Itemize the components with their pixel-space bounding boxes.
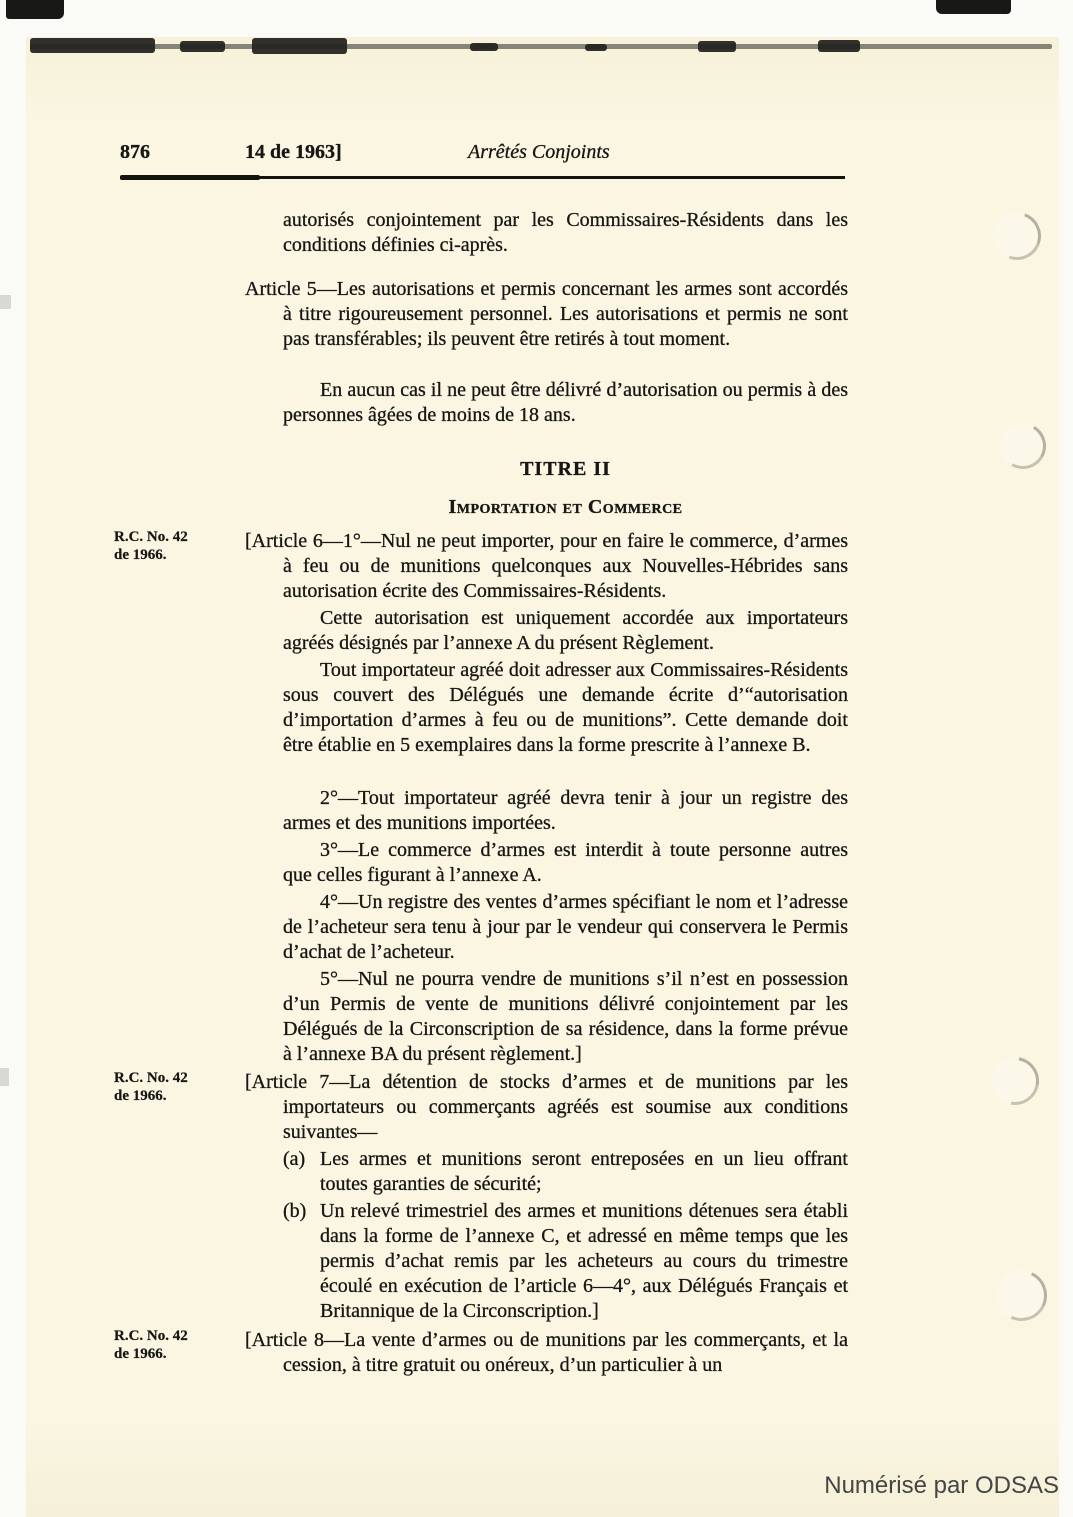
paragraph-article6-1: [Article 6—1°—Nul ne peut importer, pour en faire le commerce, d’armes à feu ou de munitions quelconques aux Nouvelles-Hébrides sans autorisation écrite des Commissaires-Résidents.: [245, 530, 848, 602]
scan-artifact-blob: [30, 38, 155, 53]
scan-artifact-edge: [0, 1068, 9, 1086]
paragraph-article5: Article 5—Les autorisations et permis concernant les armes sont accordés à titre rigoureusement personnel. Les autorisations et permis ne sont pas transférables; ils peuvent être retirés à tout moment.: [245, 278, 848, 350]
scan-artifact-blob: [818, 40, 860, 52]
list-item-b-label: (b): [283, 1200, 307, 1222]
paragraph-article6-3: Tout importateur agréé doit adresser aux Commissaires-Résidents sous couvert des Délégués une demande écrite d’“autorisation d’importation d’armes à feu ou de munitions”. Cette demande doit être établie en 5 exemplaires dans la forme prescrite à l’annexe B.: [283, 659, 848, 756]
list-item-a: [283, 1147, 848, 1197]
scan-artifact-corner-right: [936, 0, 1011, 14]
header-rule-thick-segment: [120, 175, 260, 180]
margin-note-line: de 1966.: [114, 546, 167, 563]
scan-artifact-edge: [0, 295, 11, 309]
paragraph-article7: [Article 7—La détention de stocks d’armes et de munitions par les importateurs ou commerçants agréés est soumise aux conditions suivantes—: [245, 1071, 848, 1143]
margin-note-line: de 1966.: [114, 1345, 167, 1362]
paragraph-article6-4: 2°—Tout importateur agréé devra tenir à jour un registre des armes et des munitions importées.: [283, 787, 848, 834]
paragraph-article6-2: Cette autorisation est uniquement accordée aux importateurs agréés désignés par l’annexe A du présent Règlement.: [283, 607, 848, 654]
margin-note-line: R.C. No. 42: [114, 1328, 188, 1344]
scan-artifact-blob: [470, 43, 498, 51]
scan-artifact-corner-left: [6, 0, 64, 19]
margin-note-line: R.C. No. 42: [114, 1070, 188, 1086]
list-item-a-label: (a): [283, 1148, 306, 1170]
running-title: Arrêtés Conjoints: [468, 141, 610, 163]
scan-artifact-blob: [180, 41, 225, 52]
margin-note-line: de 1966.: [114, 1087, 167, 1104]
margin-note-rc42-article6: [114, 529, 254, 564]
heading-importation-commerce: Importation et Commerce: [448, 496, 683, 518]
margin-note-rc42-article8: [114, 1328, 254, 1363]
paragraph-intro-continuation: autorisés conjointement par les Commissaires-Résidents dans les conditions définies ci-après.: [283, 209, 848, 256]
issue-label: 14 de 1963]: [245, 141, 342, 163]
list-item-a-text: Les armes et munitions seront entreposées en un lieu offrant toutes garanties de sécurité;: [320, 1148, 848, 1195]
scan-artifact-blob: [252, 38, 347, 54]
paragraph-article6-5: 3°—Le commerce d’armes est interdit à toute personne autres que celles figurant à l’annexe A.: [283, 839, 848, 886]
scan-artifact-blob: [585, 44, 607, 51]
margin-note-line: R.C. No. 42: [114, 529, 188, 545]
heading-titre-2: TITRE II: [520, 458, 611, 480]
scan-credit: Numérisé par ODSAS: [824, 1472, 1059, 1499]
paragraph-article6-7: 5°—Nul ne pourra vendre de munitions s’il n’est en possession d’un Permis de vente de munitions délivré conjointement par les Délégués de la Circonscription de sa résidence, dans la forme prévue à l’annexe BA du présent règlement.]: [283, 968, 848, 1065]
paragraph-article5-cont: En aucun cas il ne peut être délivré d’autorisation ou permis à des personnes âgées de moins de 18 ans.: [283, 379, 848, 426]
paragraph-article8: [Article 8—La vente d’armes ou de munitions par les commerçants, et la cession, à titre gratuit ou onéreux, d’un particulier à un: [245, 1329, 848, 1376]
margin-note-rc42-article7: [114, 1070, 254, 1105]
paragraph-article6-6: 4°—Un registre des ventes d’armes spécifiant le nom et l’adresse de l’acheteur sera tenu à jour par le vendeur qui conservera le Permis d’achat de l’acheteur.: [283, 891, 848, 963]
list-item-b-text: Un relevé trimestriel des armes et munitions détenues sera établi dans la forme de l’annexe C, et adressé en même temps que les permis d’achat remis par les acheteurs au cours du trimestre écoulé en exécution de l’article 6—4°, aux Délégués Français et Britannique de la Circonscription.]: [320, 1200, 848, 1322]
page-number: 876: [120, 141, 150, 163]
list-item-b: [283, 1199, 848, 1324]
scan-artifact-blob: [698, 41, 736, 52]
